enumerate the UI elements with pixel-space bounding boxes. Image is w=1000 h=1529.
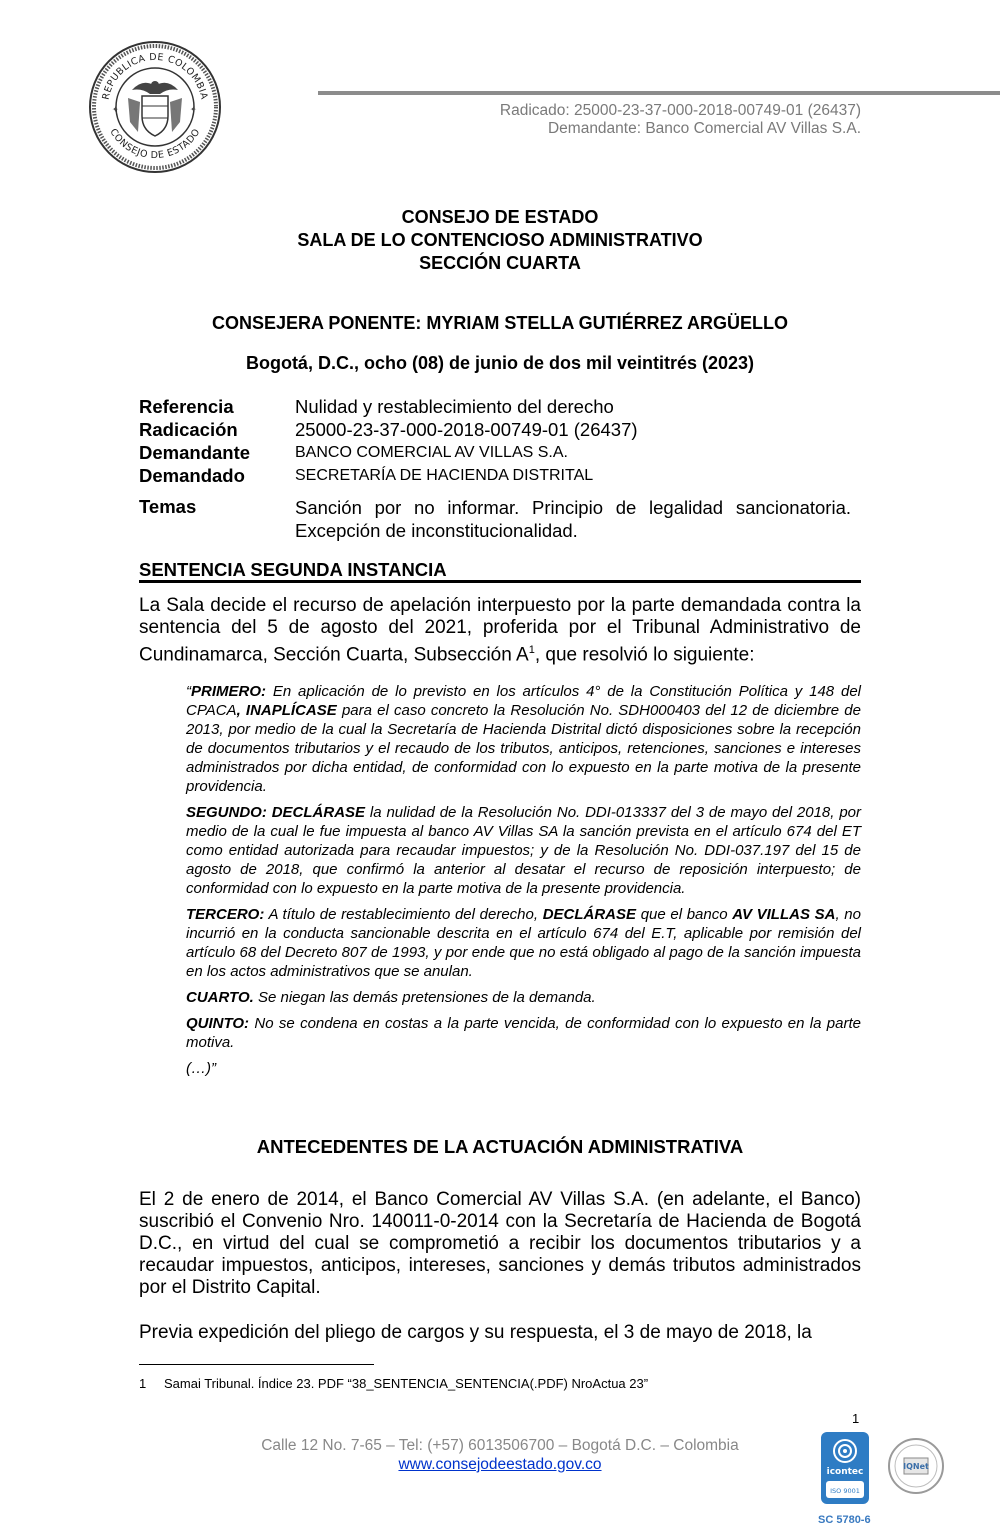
quote-open-mark: “	[186, 683, 191, 700]
seal-bottom-text: CONSEJO DE ESTADO	[107, 126, 203, 162]
footnote	[139, 1376, 648, 1391]
primero-bold: , INAPLÍCASE	[236, 702, 337, 719]
demandante-value: BANCO COMERCIAL AV VILLAS S.A.	[295, 444, 568, 461]
footer-website-link[interactable]: www.consejodeestado.gov.co	[398, 1456, 602, 1473]
footnote-rule	[139, 1364, 374, 1365]
date-line: Bogotá, D.C., ocho (08) de junio de dos mil veintitrés (2023)	[245, 353, 755, 373]
quote-closing: (…)”	[186, 1060, 216, 1077]
demandante-label: Demandante	[139, 442, 251, 463]
tercero-text-3: , no incurrió en la conducta sancionable descrita en el artículo 674 del E.T, aplicable por remisión del artículo 68 del Decreto 807 de 1993, y por ende que no está obligado al pago de la sanción impuesta en los actos administrativos que se anulan.	[186, 906, 861, 980]
intro-text-end: , que resolvió lo siguiente:	[534, 644, 755, 666]
demandado-label: Demandado	[139, 465, 245, 486]
temas-row	[139, 496, 861, 542]
page-number: 1	[852, 1411, 860, 1426]
antecedentes-title: ANTECEDENTES DE LA ACTUACIÓN ADMINISTRATIVA	[256, 1136, 744, 1157]
referencia-label: Referencia	[139, 396, 234, 417]
sentencia-rule	[139, 580, 861, 583]
icontec-label: icontec	[826, 1467, 864, 1477]
ponente-line: CONSEJERA PONENTE: MYRIAM STELLA GUTIÉRREZ ARGÜELLO	[211, 313, 789, 333]
intro-text: La Sala decide el recurso de apelación interpuesto por la parte demandada contra la sentencia del 5 de agosto del 2021, proferida por el Tribunal Administrativo de Cundinamarca, Sección Cuarta, Subsección A	[139, 595, 861, 666]
header-rule	[318, 91, 1000, 95]
tercero-label: TERCERO:	[186, 906, 265, 923]
paragraph-1: El 2 de enero de 2014, el Banco Comercial AV Villas S.A. (en adelante, el Banco) suscribió el Convenio Nro. 140011-0-2014 con la Secretaría de Hacienda de Bogotá D.C., en virtud del cual se comprometió a recibir los documentos tributarios y a recaudar impuestos, anticipos, intereses, sanciones y demás tributos administrados por el Distrito Capital.	[139, 1189, 861, 1298]
reference-block	[139, 396, 861, 542]
referencia-row	[139, 396, 861, 419]
temas-label: Temas	[139, 496, 197, 517]
quoted-resolution	[186, 682, 861, 1085]
tercero-bold-2: AV VILLAS SA	[732, 906, 836, 923]
institution-line-3: SECCIÓN CUARTA	[419, 253, 581, 273]
paragraph-2: Previa expedición del pliego de cargos y su respuesta, el 3 de mayo de 2018, la	[139, 1322, 812, 1343]
footnote-ref[interactable]: 1	[528, 644, 535, 656]
icontec-certification-logo	[820, 1431, 870, 1505]
primero-text-1: En aplicación de lo previsto en los artículos 4° de la Constitución Política y 148 del CPACA	[186, 683, 861, 719]
institution-heading	[0, 206, 1000, 275]
svg-text:✦: ✦	[112, 105, 119, 114]
quote-tercero	[186, 905, 861, 981]
radicacion-value: 25000-23-37-000-2018-00749-01 (26437)	[295, 419, 638, 440]
footer-address: Calle 12 No. 7-65 – Tel: (+57) 6013506700 – Bogotá D.C. – Colombia	[261, 1437, 739, 1454]
intro-paragraph	[139, 595, 861, 666]
quote-segundo	[186, 803, 861, 898]
quinto-text: No se condena en costas a la parte vencida, de conformidad con lo expuesto en la parte motiva.	[186, 1015, 861, 1051]
cuarto-text: Se niegan las demás pretensiones de la demanda.	[253, 989, 596, 1006]
demandado-value: SECRETARÍA DE HACIENDA DISTRITAL	[295, 467, 594, 484]
sentencia-title: SENTENCIA SEGUNDA INSTANCIA	[139, 559, 447, 580]
footnote-text: Samai Tribunal. Índice 23. PDF “38_SENTENCIA_SENTENCIA(.PDF) NroActua 23”	[164, 1376, 649, 1391]
temas-value: Sanción por no informar. Principio de legalidad sancionatoria. Excepción de inconstitucionalidad.	[295, 497, 851, 541]
header-demandante: Demandante: Banco Comercial AV Villas S.A.	[547, 120, 861, 137]
referencia-value: Nulidad y restablecimiento del derecho	[295, 396, 614, 417]
iqnet-certification-logo	[887, 1437, 945, 1495]
segundo-text: la nulidad de la Resolución No. DDI-013337 del 3 de mayo del 2018, por medio de la cual le fue impuesta al banco AV Villas SA la sanción prevista en el artículo 674 del ET como entidad autorizada para recaudar impuestos; y de la Resolución No. DDI-037.197 del 15 de agosto de 2018, que confirmó la anterior al desatar el recurso de reposición interpuesto; de conformidad con lo expuesto en la parte motiva de la presente providencia.	[186, 804, 861, 897]
iqnet-label: IQNet	[903, 1462, 929, 1471]
demandado-row	[139, 465, 861, 488]
tercero-text-2: que el banco	[636, 906, 733, 923]
seal-top-text: REPUBLICA DE COLOMBIA	[100, 51, 210, 101]
quote-primero	[186, 682, 861, 796]
radicacion-row	[139, 419, 861, 442]
institution-line-2: SALA DE LO CONTENCIOSO ADMINISTRATIVO	[297, 230, 703, 250]
quinto-label: QUINTO:	[186, 1015, 250, 1032]
svg-text:✦: ✦	[190, 105, 197, 114]
primero-text-2: para el caso concreto la Resolución No. SDH000403 del 12 de diciembre de 2013, por medio de la cual la Secretaría de Hacienda Distrital dictó disposiciones sobre la recepción de documentos tributarios y el recaudo de los tributos, anticipos, retenciones, sanciones e intereses administrados por dicha entidad, de conformidad con lo expuesto en la parte motiva de la presente providencia.	[186, 702, 861, 795]
header-radicado: Radicado: 25000-23-37-000-2018-00749-01 (26437)	[499, 102, 861, 119]
certificate-code: SC 5780-6	[818, 1514, 871, 1526]
quote-quinto	[186, 1014, 861, 1052]
primero-label: PRIMERO:	[191, 683, 266, 700]
institution-line-1: CONSEJO DE ESTADO	[401, 207, 599, 227]
cuarto-label: CUARTO.	[186, 989, 254, 1006]
tercero-bold-1: DECLÁRASE	[542, 906, 637, 923]
quote-cuarto	[186, 988, 861, 1007]
radicacion-label: Radicación	[139, 419, 238, 440]
tercero-text-1: A título de restablecimiento del derecho,	[264, 906, 543, 923]
iso-label: ISO 9001	[830, 1487, 860, 1495]
segundo-bold: DECLÁRASE	[266, 804, 366, 821]
consejo-de-estado-seal	[88, 40, 222, 174]
footnote-number: 1	[139, 1376, 147, 1391]
header-meta	[500, 102, 861, 138]
demandante-row	[139, 442, 861, 465]
segundo-label: SEGUNDO:	[186, 804, 267, 821]
